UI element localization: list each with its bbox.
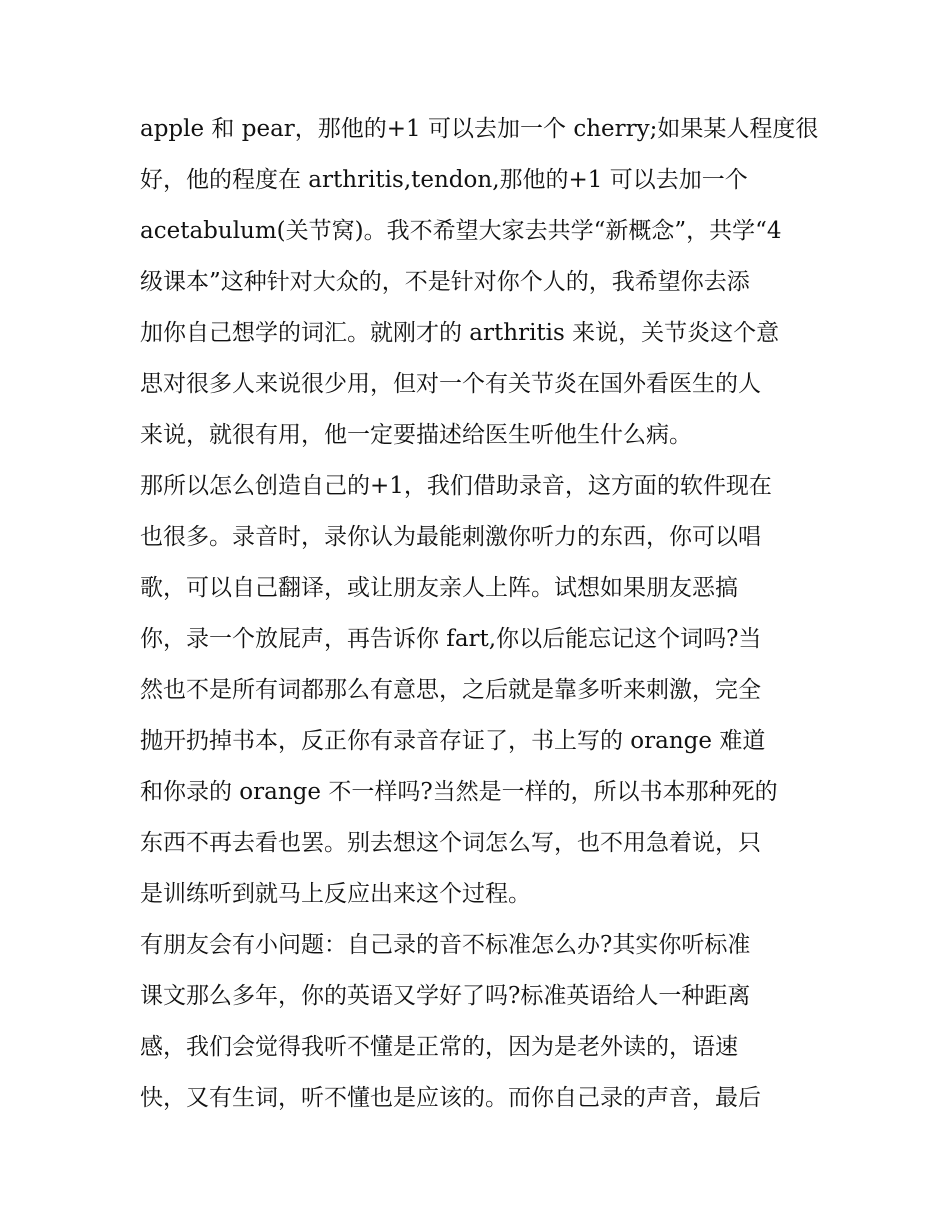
text-line: 歌，可以自己翻译，或让朋友亲人上阵。试想如果朋友恶搞 <box>140 575 738 601</box>
text-line: 然也不是所有词都那么有意思，之后就是靠多听来刺激，完全 <box>140 677 761 703</box>
text-line: 那所以怎么创造自己的+1，我们借助录音，这方面的软件现在 <box>140 473 772 499</box>
text-line: 课文那么多年，你的英语又学好了吗?标准英语给人一种距离 <box>140 983 751 1009</box>
text-line: 抛开扔掉书本，反正你有录音存证了，书上写的 orange 难道 <box>140 728 766 754</box>
text-line: 加你自己想学的词汇。就刚才的 arthritis 来说，关节炎这个意 <box>140 320 780 346</box>
text-line: 来说，就很有用，他一定要描述给医生听他生什么病。 <box>140 422 692 448</box>
text-line: 你，录一个放屁声，再告诉你 fart,你以后能忘记这个词吗?当 <box>140 626 762 652</box>
text-line: 快，又有生词，听不懂也是应该的。而你自己录的声音，最后 <box>140 1085 761 1111</box>
text-line: 思对很多人来说很少用，但对一个有关节炎在国外看医生的人 <box>140 371 761 397</box>
text-line: 东西不再去看也罢。别去想这个词怎么写，也不用急着说，只 <box>140 830 761 856</box>
text-line: 有朋友会有小问题：自己录的音不标准怎么办?其实你听标准 <box>140 932 751 958</box>
text-line: 是训练听到就马上反应出来这个过程。 <box>140 881 531 907</box>
text-line: acetabulum(关节窝)。我不希望大家去共学“新概念”，共学“4 <box>140 218 782 244</box>
text-line: 好，他的程度在 arthritis,tendon,那他的+1 可以去加一个 <box>140 167 748 193</box>
text-line: 感，我们会觉得我听不懂是正常的，因为是老外读的，语速 <box>140 1034 738 1060</box>
document-body <box>140 104 819 1124</box>
text-line: 级课本”这种针对大众的，不是针对你个人的，我希望你去添 <box>140 269 750 295</box>
text-line: 也很多。录音时，录你认为最能刺激你听力的东西，你可以唱 <box>140 524 761 550</box>
text-line: apple 和 pear，那他的+1 可以去加一个 cherry;如果某人程度很 <box>140 116 819 142</box>
text-line: 和你录的 orange 不一样吗?当然是一样的，所以书本那种死的 <box>140 779 778 805</box>
